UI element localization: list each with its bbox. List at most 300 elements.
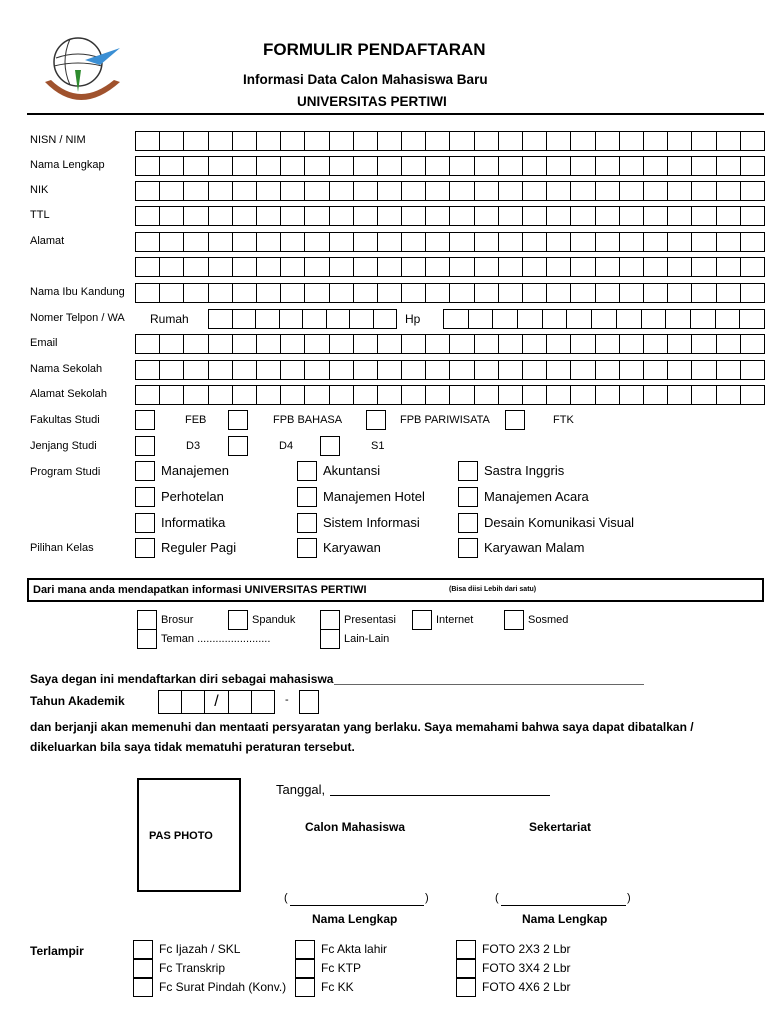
char-cell[interactable] <box>596 335 620 353</box>
char-cell[interactable] <box>547 233 571 251</box>
char-cell[interactable] <box>717 335 741 353</box>
fakultas-checkbox[interactable] <box>505 410 525 430</box>
lampiran-checkbox[interactable] <box>456 959 476 978</box>
info-checkbox[interactable] <box>137 610 157 630</box>
char-cell[interactable] <box>741 361 764 379</box>
char-cell[interactable] <box>523 132 547 150</box>
char-cell[interactable] <box>305 233 329 251</box>
char-cell[interactable] <box>547 157 571 175</box>
char-cell[interactable] <box>330 233 354 251</box>
char-cell[interactable] <box>160 258 184 276</box>
char-cell[interactable] <box>136 233 160 251</box>
char-cell[interactable] <box>596 132 620 150</box>
char-cell[interactable] <box>523 157 547 175</box>
year-cell[interactable] <box>229 691 252 713</box>
kelas-checkbox[interactable] <box>297 538 317 558</box>
tahun-akademik-boxes[interactable] <box>158 690 275 714</box>
char-cell[interactable] <box>523 284 547 302</box>
char-cell[interactable] <box>257 386 281 404</box>
char-cell[interactable] <box>160 335 184 353</box>
char-cell[interactable] <box>644 258 668 276</box>
char-cell[interactable] <box>426 233 450 251</box>
char-cell[interactable] <box>378 284 402 302</box>
char-cell[interactable] <box>257 335 281 353</box>
char-cell[interactable] <box>233 258 257 276</box>
char-cell[interactable] <box>596 233 620 251</box>
info-checkbox[interactable] <box>228 610 248 630</box>
char-cell[interactable] <box>644 284 668 302</box>
fakultas-checkbox[interactable] <box>228 410 248 430</box>
char-cell[interactable] <box>741 284 764 302</box>
char-cell[interactable] <box>644 233 668 251</box>
char-cell[interactable] <box>281 182 305 200</box>
char-cell[interactable] <box>184 233 208 251</box>
char-cell[interactable] <box>281 284 305 302</box>
char-cell[interactable] <box>692 386 716 404</box>
char-cell[interactable] <box>717 361 741 379</box>
char-cell[interactable] <box>402 182 426 200</box>
char-cell[interactable] <box>257 233 281 251</box>
char-cell[interactable] <box>354 132 378 150</box>
char-cell[interactable] <box>668 207 692 225</box>
char-cell[interactable] <box>257 361 281 379</box>
kelas-checkbox[interactable] <box>135 538 155 558</box>
char-cell[interactable] <box>571 284 595 302</box>
char-cell[interactable] <box>523 386 547 404</box>
char-cell[interactable] <box>692 335 716 353</box>
char-cell[interactable] <box>450 157 474 175</box>
program-checkbox[interactable] <box>297 487 317 507</box>
char-cell[interactable] <box>378 182 402 200</box>
char-cell[interactable] <box>426 284 450 302</box>
char-cell[interactable] <box>620 361 644 379</box>
char-cell[interactable] <box>596 182 620 200</box>
char-cell[interactable] <box>668 182 692 200</box>
char-cell[interactable] <box>450 284 474 302</box>
char-cell[interactable] <box>741 233 764 251</box>
char-cell[interactable] <box>354 335 378 353</box>
char-cell[interactable] <box>571 386 595 404</box>
char-cell[interactable] <box>592 310 617 328</box>
char-cell[interactable] <box>620 335 644 353</box>
char-cell[interactable] <box>233 207 257 225</box>
char-cell[interactable] <box>567 310 592 328</box>
char-cell[interactable] <box>402 207 426 225</box>
char-cell[interactable] <box>184 182 208 200</box>
char-cell[interactable] <box>281 233 305 251</box>
char-cell[interactable] <box>426 132 450 150</box>
char-cell[interactable] <box>305 182 329 200</box>
char-cell[interactable] <box>136 284 160 302</box>
char-cell[interactable] <box>523 233 547 251</box>
char-cell[interactable] <box>378 233 402 251</box>
program-checkbox[interactable] <box>135 461 155 481</box>
rumah-phone-input[interactable] <box>208 309 397 329</box>
char-cell[interactable] <box>692 258 716 276</box>
char-cell[interactable] <box>571 258 595 276</box>
char-cell[interactable] <box>450 335 474 353</box>
char-cell[interactable] <box>233 386 257 404</box>
char-cell[interactable] <box>692 361 716 379</box>
char-cell[interactable] <box>596 361 620 379</box>
char-cell[interactable] <box>475 182 499 200</box>
char-cell[interactable] <box>499 386 523 404</box>
char-cell[interactable] <box>596 284 620 302</box>
char-cell[interactable] <box>571 335 595 353</box>
char-cell[interactable] <box>330 335 354 353</box>
char-cell[interactable] <box>257 207 281 225</box>
field-input-grid[interactable] <box>135 283 765 303</box>
char-cell[interactable] <box>378 258 402 276</box>
char-cell[interactable] <box>499 207 523 225</box>
char-cell[interactable] <box>209 157 233 175</box>
char-cell[interactable] <box>499 157 523 175</box>
char-cell[interactable] <box>184 258 208 276</box>
char-cell[interactable] <box>209 386 233 404</box>
char-cell[interactable] <box>160 182 184 200</box>
field-input-grid[interactable] <box>135 232 765 252</box>
char-cell[interactable] <box>666 310 691 328</box>
lampiran-checkbox[interactable] <box>133 940 153 959</box>
char-cell[interactable] <box>305 157 329 175</box>
char-cell[interactable] <box>233 132 257 150</box>
field-input-grid[interactable] <box>135 360 765 380</box>
char-cell[interactable] <box>280 310 304 328</box>
char-cell[interactable] <box>547 335 571 353</box>
char-cell[interactable] <box>475 335 499 353</box>
char-cell[interactable] <box>741 157 764 175</box>
char-cell[interactable] <box>717 132 741 150</box>
lampiran-checkbox[interactable] <box>456 978 476 997</box>
char-cell[interactable] <box>717 207 741 225</box>
char-cell[interactable] <box>184 132 208 150</box>
char-cell[interactable] <box>617 310 642 328</box>
char-cell[interactable] <box>330 284 354 302</box>
char-cell[interactable] <box>523 258 547 276</box>
char-cell[interactable] <box>378 132 402 150</box>
char-cell[interactable] <box>257 258 281 276</box>
char-cell[interactable] <box>668 335 692 353</box>
char-cell[interactable] <box>668 386 692 404</box>
char-cell[interactable] <box>354 284 378 302</box>
char-cell[interactable] <box>620 258 644 276</box>
char-cell[interactable] <box>644 182 668 200</box>
char-cell[interactable] <box>692 157 716 175</box>
char-cell[interactable] <box>281 132 305 150</box>
char-cell[interactable] <box>644 386 668 404</box>
char-cell[interactable] <box>717 258 741 276</box>
field-input-grid[interactable] <box>135 206 765 226</box>
char-cell[interactable] <box>691 310 716 328</box>
char-cell[interactable] <box>305 207 329 225</box>
char-cell[interactable] <box>716 310 741 328</box>
char-cell[interactable] <box>136 207 160 225</box>
char-cell[interactable] <box>668 258 692 276</box>
char-cell[interactable] <box>184 157 208 175</box>
char-cell[interactable] <box>547 284 571 302</box>
field-input-grid[interactable] <box>135 385 765 405</box>
char-cell[interactable] <box>596 386 620 404</box>
char-cell[interactable] <box>596 258 620 276</box>
char-cell[interactable] <box>499 132 523 150</box>
char-cell[interactable] <box>644 157 668 175</box>
char-cell[interactable] <box>426 207 450 225</box>
char-cell[interactable] <box>136 361 160 379</box>
char-cell[interactable] <box>741 132 764 150</box>
char-cell[interactable] <box>354 233 378 251</box>
char-cell[interactable] <box>620 386 644 404</box>
lampiran-checkbox[interactable] <box>456 940 476 959</box>
char-cell[interactable] <box>499 233 523 251</box>
char-cell[interactable] <box>136 335 160 353</box>
char-cell[interactable] <box>571 361 595 379</box>
char-cell[interactable] <box>350 310 374 328</box>
char-cell[interactable] <box>642 310 667 328</box>
char-cell[interactable] <box>426 361 450 379</box>
char-cell[interactable] <box>523 361 547 379</box>
field-input-grid[interactable] <box>135 334 765 354</box>
char-cell[interactable] <box>620 157 644 175</box>
char-cell[interactable] <box>547 258 571 276</box>
char-cell[interactable] <box>330 386 354 404</box>
char-cell[interactable] <box>493 310 518 328</box>
char-cell[interactable] <box>281 207 305 225</box>
char-cell[interactable] <box>426 157 450 175</box>
char-cell[interactable] <box>450 258 474 276</box>
char-cell[interactable] <box>644 361 668 379</box>
char-cell[interactable] <box>571 207 595 225</box>
char-cell[interactable] <box>330 182 354 200</box>
char-cell[interactable] <box>571 182 595 200</box>
lampiran-checkbox[interactable] <box>295 940 315 959</box>
char-cell[interactable] <box>209 284 233 302</box>
char-cell[interactable] <box>354 182 378 200</box>
char-cell[interactable] <box>160 361 184 379</box>
char-cell[interactable] <box>620 132 644 150</box>
char-cell[interactable] <box>620 182 644 200</box>
jenjang-checkbox[interactable] <box>135 436 155 456</box>
char-cell[interactable] <box>741 258 764 276</box>
char-cell[interactable] <box>668 132 692 150</box>
char-cell[interactable] <box>281 361 305 379</box>
char-cell[interactable] <box>571 157 595 175</box>
char-cell[interactable] <box>184 335 208 353</box>
char-cell[interactable] <box>692 207 716 225</box>
char-cell[interactable] <box>620 207 644 225</box>
char-cell[interactable] <box>136 157 160 175</box>
char-cell[interactable] <box>233 182 257 200</box>
char-cell[interactable] <box>596 157 620 175</box>
char-cell[interactable] <box>499 284 523 302</box>
char-cell[interactable] <box>136 182 160 200</box>
char-cell[interactable] <box>233 284 257 302</box>
char-cell[interactable] <box>378 386 402 404</box>
char-cell[interactable] <box>717 233 741 251</box>
char-cell[interactable] <box>209 335 233 353</box>
char-cell[interactable] <box>426 335 450 353</box>
char-cell[interactable] <box>136 258 160 276</box>
char-cell[interactable] <box>327 310 351 328</box>
char-cell[interactable] <box>160 207 184 225</box>
char-cell[interactable] <box>717 182 741 200</box>
char-cell[interactable] <box>330 132 354 150</box>
char-cell[interactable] <box>354 157 378 175</box>
char-cell[interactable] <box>354 386 378 404</box>
char-cell[interactable] <box>160 386 184 404</box>
char-cell[interactable] <box>426 258 450 276</box>
char-cell[interactable] <box>692 233 716 251</box>
char-cell[interactable] <box>547 207 571 225</box>
year-cell[interactable] <box>182 691 205 713</box>
char-cell[interactable] <box>547 182 571 200</box>
char-cell[interactable] <box>330 258 354 276</box>
char-cell[interactable] <box>668 233 692 251</box>
char-cell[interactable] <box>450 233 474 251</box>
program-checkbox[interactable] <box>458 461 478 481</box>
char-cell[interactable] <box>184 386 208 404</box>
char-cell[interactable] <box>571 132 595 150</box>
field-input-grid[interactable] <box>135 156 765 176</box>
char-cell[interactable] <box>499 182 523 200</box>
tanggal-blank[interactable] <box>330 795 550 796</box>
year-cell[interactable] <box>159 691 182 713</box>
char-cell[interactable] <box>717 157 741 175</box>
char-cell[interactable] <box>209 310 233 328</box>
char-cell[interactable] <box>523 207 547 225</box>
char-cell[interactable] <box>160 157 184 175</box>
char-cell[interactable] <box>281 258 305 276</box>
char-cell[interactable] <box>475 157 499 175</box>
char-cell[interactable] <box>523 182 547 200</box>
char-cell[interactable] <box>257 157 281 175</box>
char-cell[interactable] <box>547 132 571 150</box>
char-cell[interactable] <box>499 361 523 379</box>
char-cell[interactable] <box>444 310 469 328</box>
char-cell[interactable] <box>184 284 208 302</box>
char-cell[interactable] <box>305 132 329 150</box>
char-cell[interactable] <box>426 182 450 200</box>
char-cell[interactable] <box>475 233 499 251</box>
char-cell[interactable] <box>523 335 547 353</box>
char-cell[interactable] <box>305 386 329 404</box>
char-cell[interactable] <box>547 361 571 379</box>
char-cell[interactable] <box>402 284 426 302</box>
char-cell[interactable] <box>305 335 329 353</box>
char-cell[interactable] <box>692 132 716 150</box>
char-cell[interactable] <box>499 335 523 353</box>
char-cell[interactable] <box>402 132 426 150</box>
info-checkbox[interactable] <box>504 610 524 630</box>
char-cell[interactable] <box>402 335 426 353</box>
char-cell[interactable] <box>305 284 329 302</box>
char-cell[interactable] <box>136 132 160 150</box>
char-cell[interactable] <box>160 132 184 150</box>
char-cell[interactable] <box>378 157 402 175</box>
char-cell[interactable] <box>402 361 426 379</box>
char-cell[interactable] <box>354 361 378 379</box>
char-cell[interactable] <box>160 233 184 251</box>
fakultas-checkbox[interactable] <box>135 410 155 430</box>
char-cell[interactable] <box>354 207 378 225</box>
info-checkbox[interactable] <box>320 629 340 649</box>
program-checkbox[interactable] <box>297 461 317 481</box>
char-cell[interactable] <box>717 386 741 404</box>
lampiran-checkbox[interactable] <box>133 959 153 978</box>
char-cell[interactable] <box>305 361 329 379</box>
char-cell[interactable] <box>378 361 402 379</box>
char-cell[interactable] <box>354 258 378 276</box>
lampiran-checkbox[interactable] <box>295 978 315 997</box>
char-cell[interactable] <box>668 284 692 302</box>
char-cell[interactable] <box>620 233 644 251</box>
char-cell[interactable] <box>256 310 280 328</box>
char-cell[interactable] <box>184 361 208 379</box>
char-cell[interactable] <box>374 310 397 328</box>
char-cell[interactable] <box>475 361 499 379</box>
char-cell[interactable] <box>741 335 764 353</box>
char-cell[interactable] <box>426 386 450 404</box>
kelas-checkbox[interactable] <box>458 538 478 558</box>
char-cell[interactable] <box>543 310 568 328</box>
char-cell[interactable] <box>475 386 499 404</box>
char-cell[interactable] <box>571 233 595 251</box>
jenjang-checkbox[interactable] <box>228 436 248 456</box>
char-cell[interactable] <box>209 132 233 150</box>
year-cell[interactable] <box>252 691 274 713</box>
char-cell[interactable] <box>741 386 764 404</box>
info-checkbox[interactable] <box>137 629 157 649</box>
char-cell[interactable] <box>450 182 474 200</box>
semester-box[interactable] <box>299 690 319 714</box>
char-cell[interactable] <box>402 233 426 251</box>
char-cell[interactable] <box>692 284 716 302</box>
char-cell[interactable] <box>450 132 474 150</box>
program-checkbox[interactable] <box>458 487 478 507</box>
sig2-line[interactable] <box>501 905 626 906</box>
char-cell[interactable] <box>668 361 692 379</box>
char-cell[interactable] <box>450 207 474 225</box>
sig1-line[interactable] <box>290 905 424 906</box>
program-checkbox[interactable] <box>297 513 317 533</box>
char-cell[interactable] <box>378 335 402 353</box>
char-cell[interactable] <box>330 361 354 379</box>
char-cell[interactable] <box>475 207 499 225</box>
char-cell[interactable] <box>450 361 474 379</box>
char-cell[interactable] <box>547 386 571 404</box>
char-cell[interactable] <box>475 284 499 302</box>
char-cell[interactable] <box>668 157 692 175</box>
char-cell[interactable] <box>209 207 233 225</box>
char-cell[interactable] <box>402 258 426 276</box>
char-cell[interactable] <box>450 386 474 404</box>
char-cell[interactable] <box>644 132 668 150</box>
char-cell[interactable] <box>644 207 668 225</box>
char-cell[interactable] <box>644 335 668 353</box>
field-input-grid[interactable] <box>135 181 765 201</box>
char-cell[interactable] <box>475 132 499 150</box>
fakultas-checkbox[interactable] <box>366 410 386 430</box>
char-cell[interactable] <box>378 207 402 225</box>
program-checkbox[interactable] <box>135 513 155 533</box>
char-cell[interactable] <box>741 207 764 225</box>
char-cell[interactable] <box>233 157 257 175</box>
char-cell[interactable] <box>160 284 184 302</box>
hp-phone-input[interactable] <box>443 309 765 329</box>
info-checkbox[interactable] <box>320 610 340 630</box>
char-cell[interactable] <box>233 310 257 328</box>
char-cell[interactable] <box>281 386 305 404</box>
char-cell[interactable] <box>620 284 644 302</box>
